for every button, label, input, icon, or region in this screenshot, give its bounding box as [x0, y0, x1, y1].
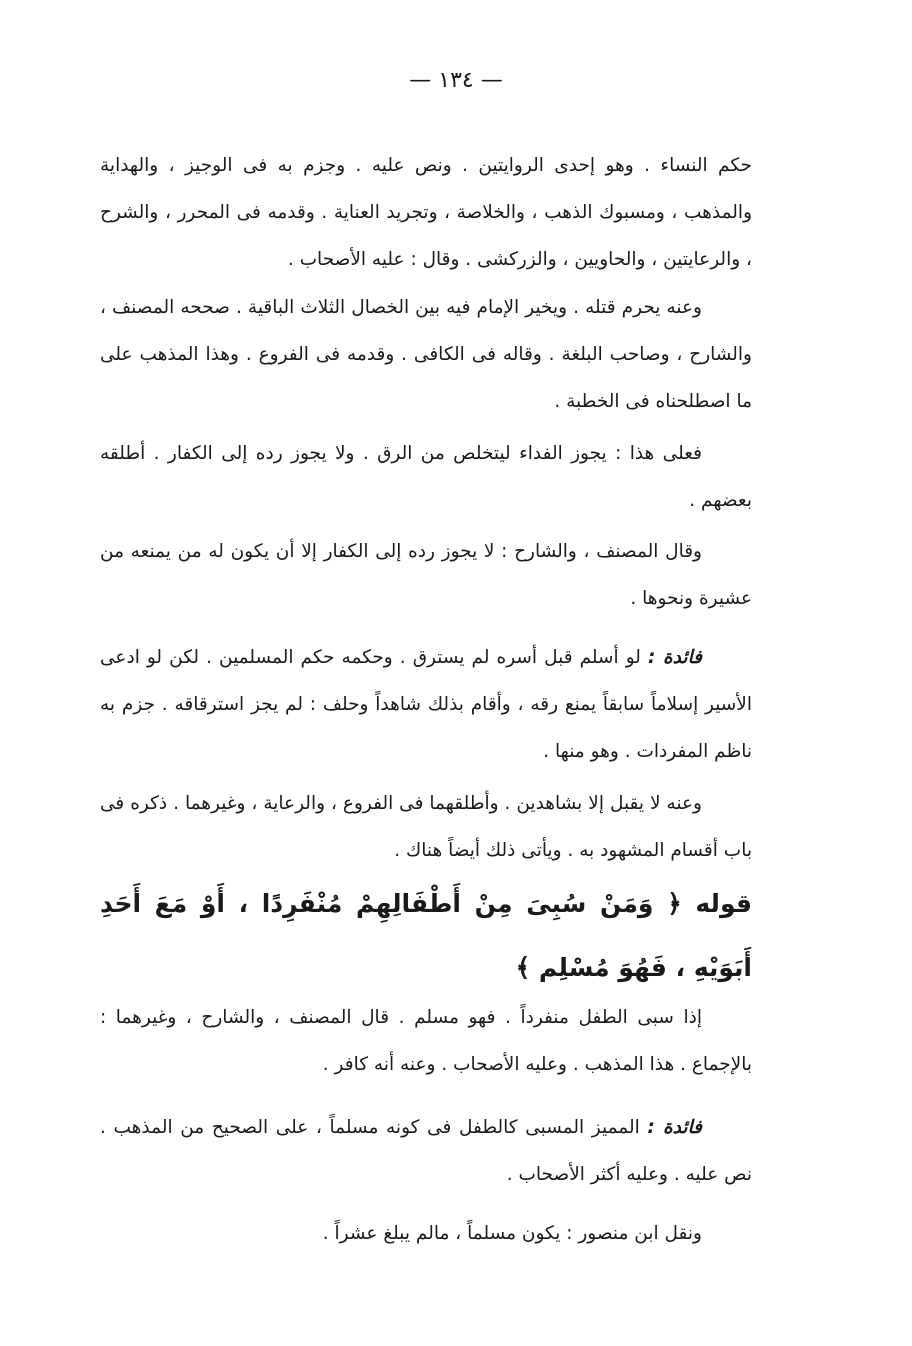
paragraph-text: ونقل ابن منصور : يكون مسلماً ، مالم يبلغ عشراً .: [322, 1223, 702, 1244]
paragraph-text: فعلى هذا : يجوز الفداء ليتخلص من الرق . ولا يجوز رده إلى الكفار . أطلقه بعضهم .: [100, 443, 752, 511]
paragraph-6: [100, 994, 752, 1088]
paragraph-text: وعنه يحرم قتله . ويخير الإمام فيه بين الخصال الثلاث الباقية . صححه المصنف ، والشارح ، وصاحب البلغة . وقاله فى الكافى . وقدمه فى الفروع . وهذا المذهب على ما اصطلحناه فى الخطبة .: [100, 297, 752, 412]
note-lead: فائدة :: [647, 647, 703, 668]
paragraph-text: المميز المسبى كالطفل فى كونه مسلماً ، على الصحيح من المذهب . نص عليه . وعليه أكثر الأصحاب .: [100, 1117, 752, 1185]
paragraph-text: إذا سبى الطفل منفرداً . فهو مسلم . قال المصنف ، والشارح ، وغيرهما : بالإجماع . هذا المذهب . وعليه الأصحاب . وعنه أنه كافر .: [100, 1007, 752, 1075]
paragraph-4: [100, 528, 752, 622]
paragraph-text: وعنه لا يقبل إلا بشاهدين . وأطلقهما فى الفروع ، والرعاية ، وغيرهما . ذكره فى باب أقسام المشهود به . ويأتى ذلك أيضاً هناك .: [100, 793, 752, 861]
paragraph-text: لو أسلم قبل أسره لم يسترق . وحكمه حكم المسلمين . لكن لو ادعى الأسير إسلاماً سابقاً يمنع رقه ، وأقام بذلك شاهداً وحلف : لم يجز استرقاقه . جزم به ناظم المفردات . وهو منها .: [100, 647, 752, 762]
paragraph-2: [100, 284, 752, 425]
quoted-rule-text: قوله ﴿ وَمَنْ سُبِىَ مِنْ أَطْفَالِهِمْ مُنْفَرِدًا ، أَوْ مَعَ أَحَدِ أَبَوَيْهِ ، فَهُوَ مُسْلِم ﴾: [100, 889, 752, 982]
paragraph-text: وقال المصنف ، والشارح : لا يجوز رده إلى الكفار إلا أن يكون له من يمنعه من عشيرة ونحوها .: [100, 541, 752, 609]
note-lead: فائدة :: [647, 1117, 702, 1138]
note-paragraph-1: [100, 634, 752, 775]
paragraph-text: حكم النساء . وهو إحدى الروايتين . ونص عليه . وجزم به فى الوجيز ، والهداية والمذهب ، ومسبوك الذهب ، والخلاصة ، وتجريد العناية . وقدمه فى المحرر ، والشرح ، والرعايتين ، والحاويين ، والزركشى . وقال : عليه الأصحاب .: [100, 155, 752, 270]
paragraph-1: [100, 142, 752, 283]
quoted-rule-heading: [100, 872, 752, 1000]
paragraph-3: [100, 430, 752, 524]
paragraph-7: [100, 1210, 752, 1257]
page-number: — ١٣٤ —: [409, 68, 503, 93]
note-paragraph-2: [100, 1104, 752, 1198]
paragraph-5: [100, 780, 752, 874]
